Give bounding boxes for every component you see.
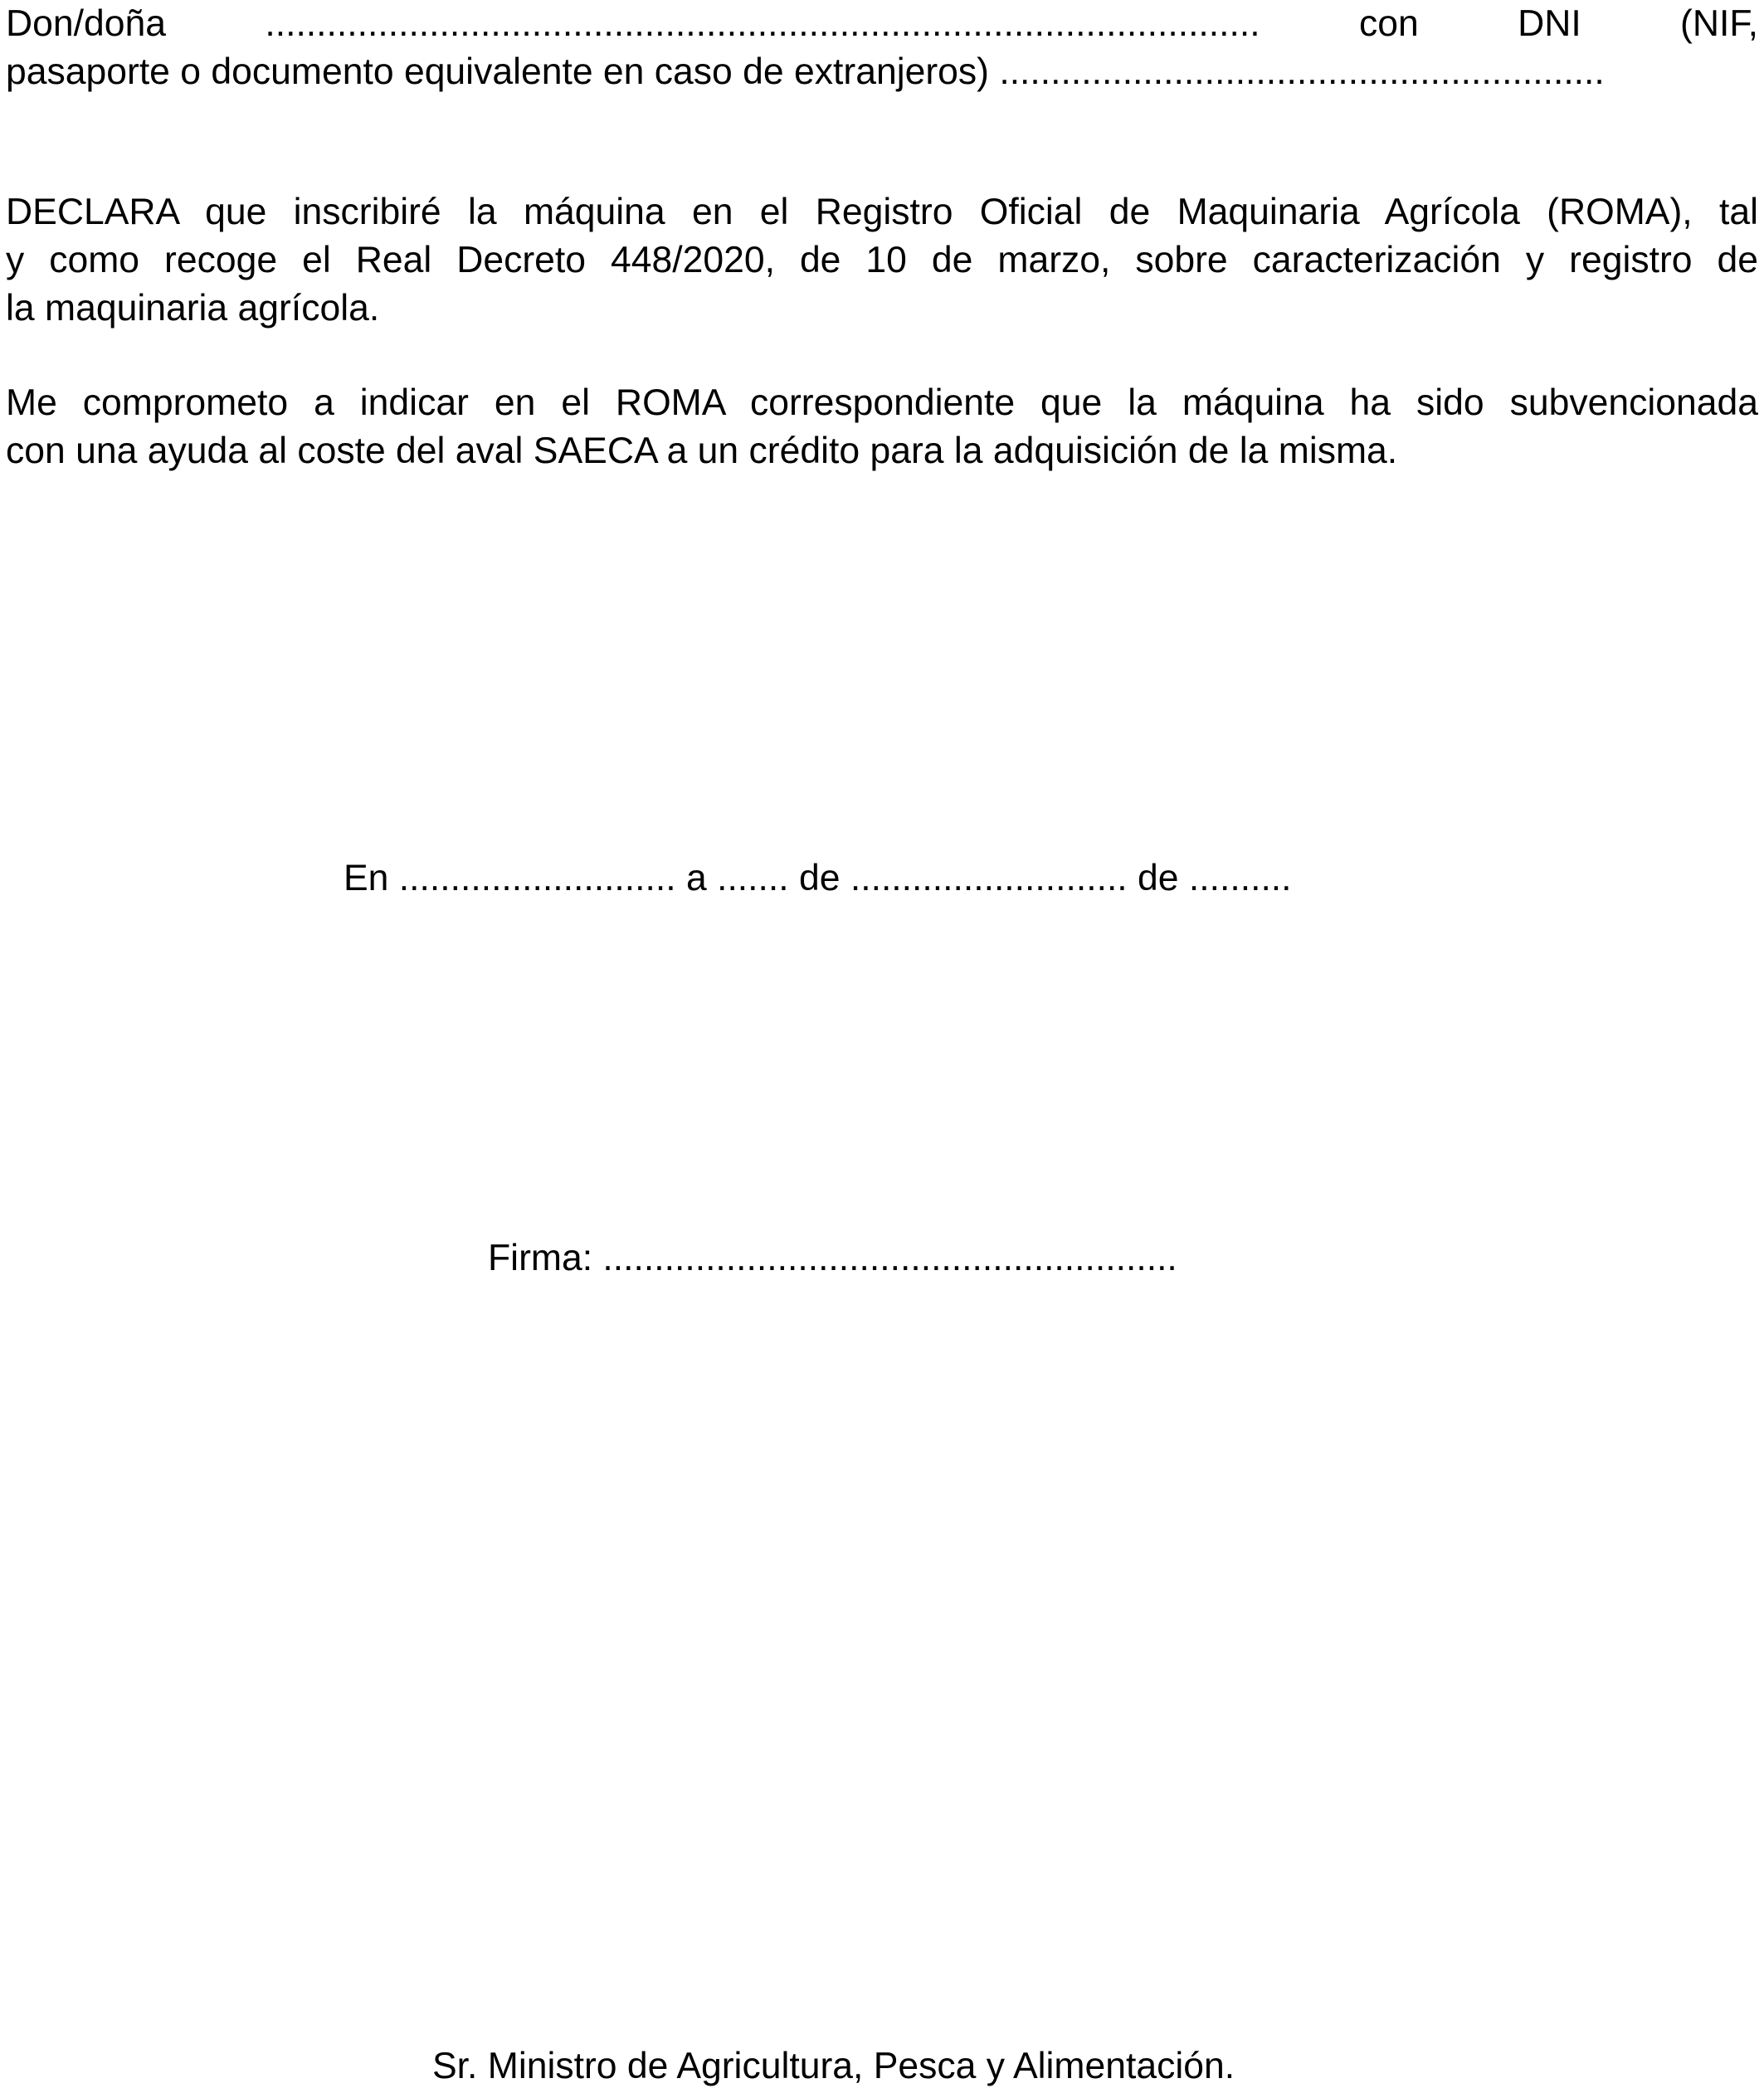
commitment-line-2: con una ayuda al coste del aval SAECA a un crédito para la adquisición de la misma. — [6, 431, 1398, 471]
signature-line: Firma: ........................................................ — [488, 1238, 1177, 1278]
declaration-paragraph — [6, 188, 1758, 333]
place-date-line: En ........................... a ....... de ........................... de .......... — [344, 858, 1292, 898]
intro-line-2: pasaporte o documento equivalente en caso de extranjeros) ........................................................... — [6, 51, 1605, 92]
commitment-paragraph — [6, 379, 1758, 475]
intro-paragraph — [6, 0, 1758, 96]
addressee-line: Sr. Ministro de Agricultura, Pesca y Alimentación. — [432, 2046, 1235, 2086]
declaration-line-1: DECLARA que inscribiré la máquina en el Registro Oficial de Maquinaria Agrícola (ROMA), tal — [6, 192, 1758, 232]
declaration-line-2: y como recoge el Real Decreto 448/2020, de 10 de marzo, sobre caracterización y registro de — [6, 240, 1758, 280]
commitment-line-1: Me comprometo a indicar en el ROMA correspondiente que la máquina ha sido subvencionada — [6, 382, 1758, 423]
declaration-line-3: la maquinaria agrícola. — [6, 288, 380, 329]
intro-line-1: Don/doña ................................................................................................. con DNI (NIF, — [6, 3, 1758, 44]
